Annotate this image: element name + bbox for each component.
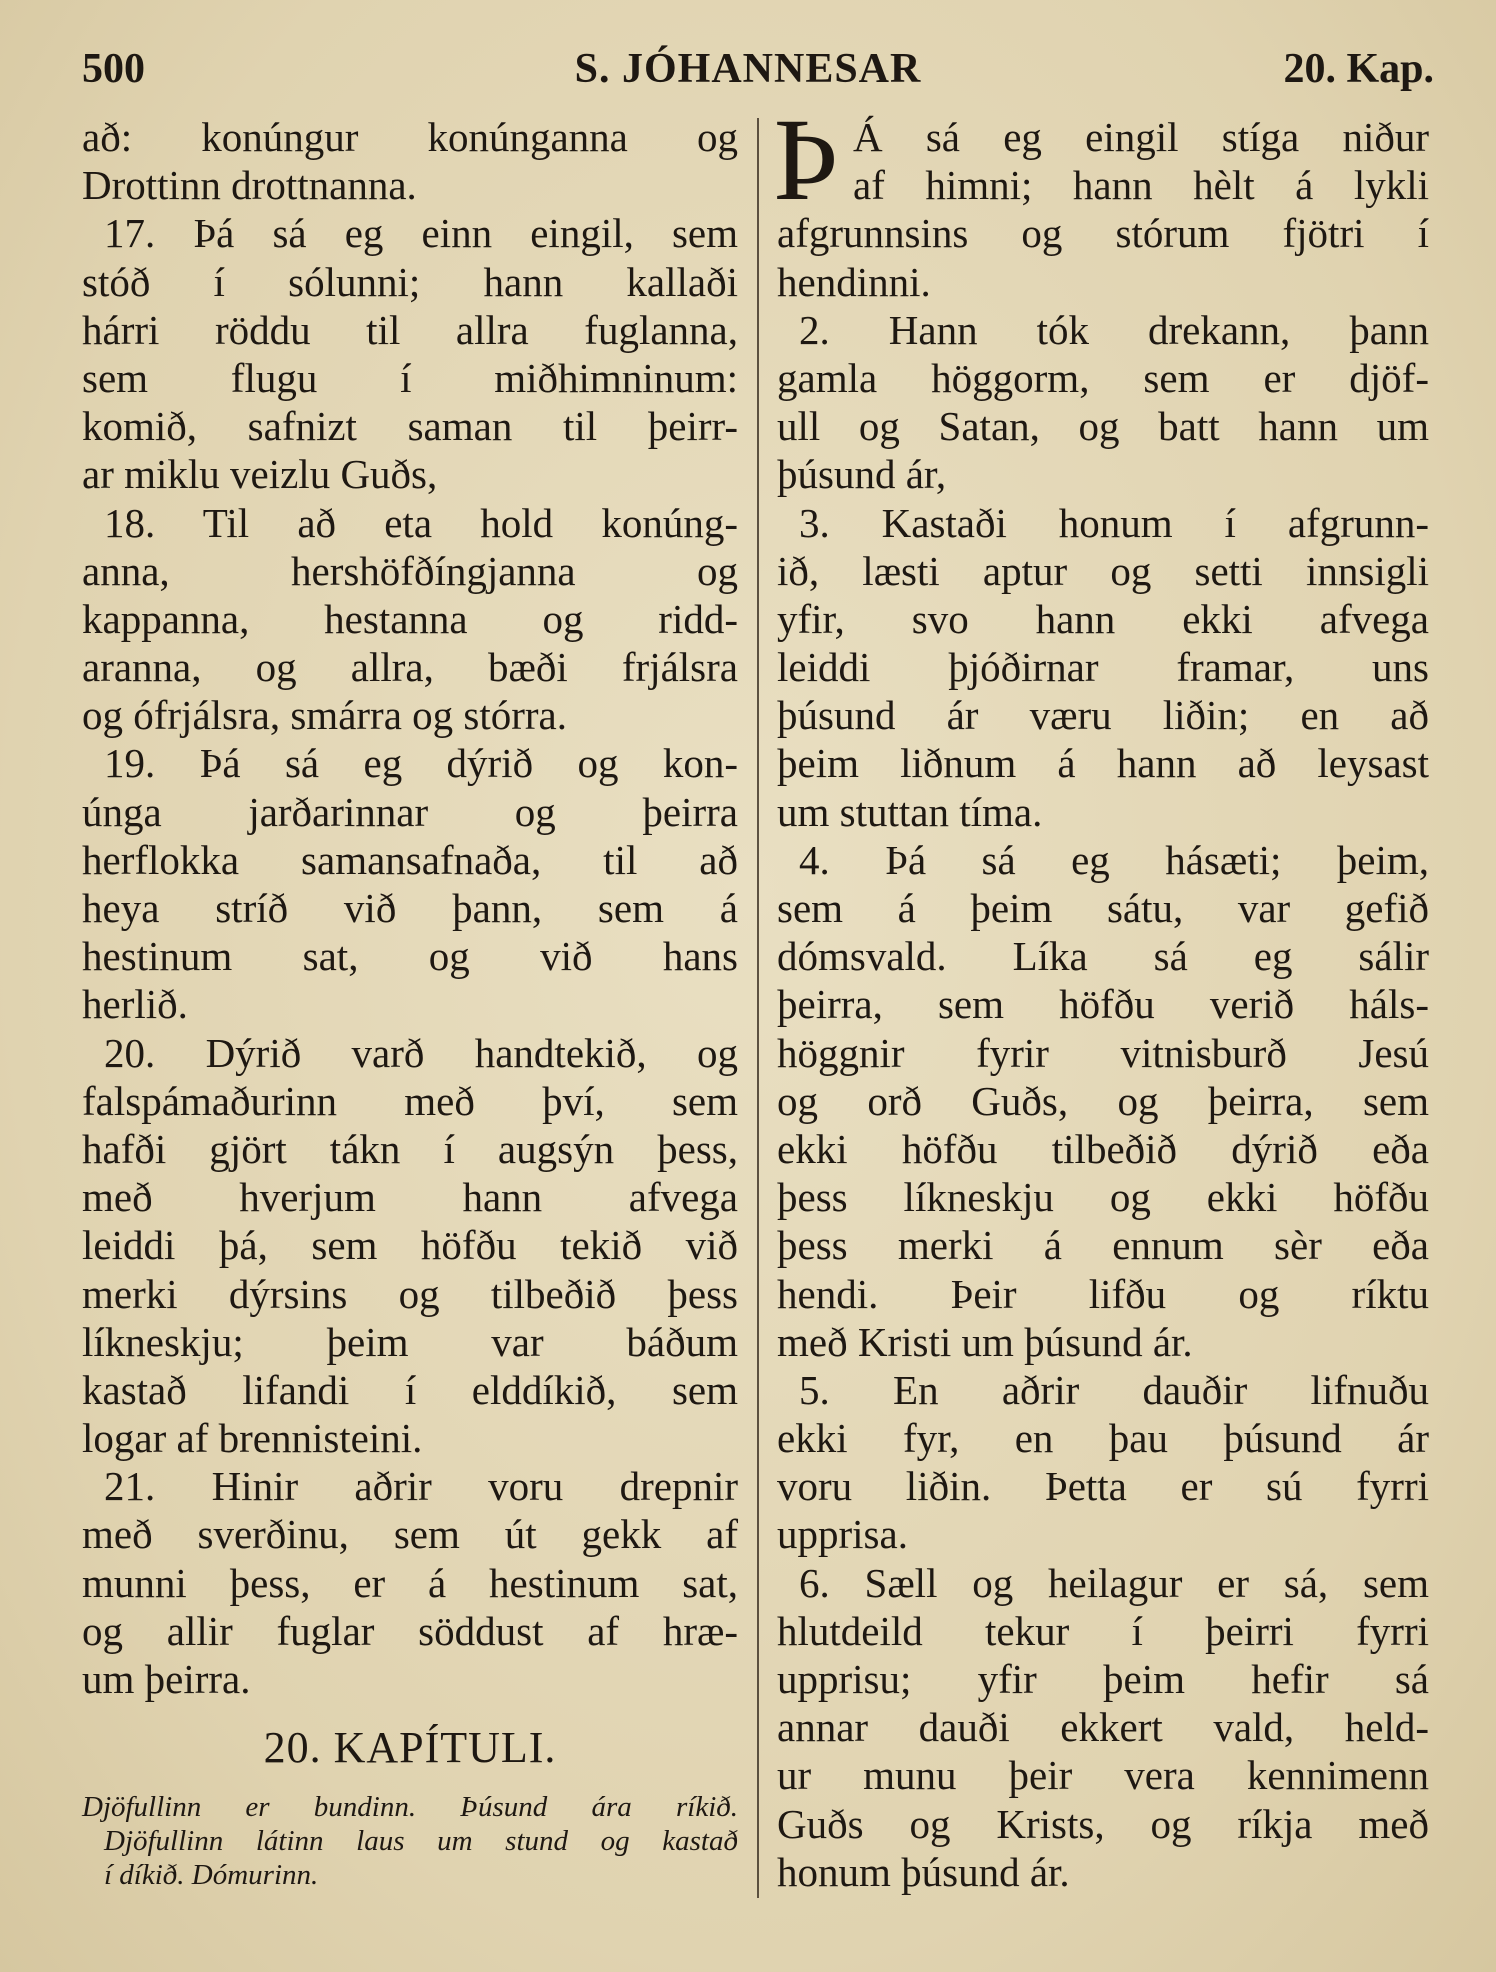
verse-line: þess líkneskju og ekki höfðu — [777, 1174, 1429, 1221]
verse-line: Á sá eg eingil stíga niður — [853, 114, 1429, 160]
verse-line: hendinni. — [777, 258, 931, 305]
chapter-heading: 20. KAPÍTULI. — [263, 1723, 557, 1772]
verse-line: með Kristi um þúsund ár. — [777, 1318, 1193, 1365]
summary-line: Djöfullinn látinn laus um stund og kastað — [104, 1825, 738, 1857]
verse-line: komið, safnizt saman til þeirr- — [82, 403, 738, 450]
summary-line: í díkið. Dómurinn. — [104, 1859, 319, 1891]
verse-line: þúsund ár, — [777, 451, 947, 498]
verse-line: af himni; hann hèlt á lykli — [853, 162, 1429, 209]
verse-line: Guðs og Krists, og ríkja með — [777, 1800, 1429, 1847]
verse-line: þeirra, sem höfðu verið háls- — [777, 981, 1429, 1028]
verse-line: dómsvald. Líka sá eg sálir — [777, 933, 1429, 980]
chapter-reference: 20. Kap. — [1283, 46, 1434, 92]
verse-line: upprisu; yfir þeim hefir sá — [777, 1656, 1429, 1702]
verse-line: herflokka samansafnaða, til að — [82, 836, 738, 883]
verse-line: líkneskju; þeim var báðum — [82, 1318, 738, 1365]
verse-line: afgrunnsins og stórum fjötri í — [777, 210, 1429, 257]
verse-line: leiddi þjóðirnar framar, uns — [777, 644, 1429, 691]
verse-line: að: konúngur konúnganna og — [82, 114, 738, 160]
verse-line: hestinum sat, og við hans — [82, 933, 738, 980]
verse-line: þess merki á ennum sèr eða — [777, 1222, 1429, 1269]
verse-line: falspámaðurinn með því, sem — [82, 1077, 738, 1124]
page-number: 500 — [82, 46, 145, 92]
verse-line: gamla höggorm, sem er djöf- — [777, 354, 1429, 401]
verse-line: honum þúsund ár. — [777, 1848, 1070, 1895]
verse-line: sem flugu í miðhimninum: — [82, 354, 738, 401]
verse-line: voru liðin. Þetta er sú fyrri — [777, 1463, 1429, 1510]
verse-line: 17. Þá sá eg einn eingil, sem — [104, 210, 738, 257]
column-divider — [757, 118, 759, 1898]
verse-line: aranna, og allra, bæði frjálsra — [82, 644, 738, 691]
verse-line: yfir, svo hann ekki afvega — [777, 595, 1429, 642]
verse-line: Drottinn drottnanna. — [82, 162, 417, 209]
verse-line: 6. Sæll og heilagur er sá, sem — [799, 1559, 1429, 1606]
verse-line: höggnir fyrir vitnisburð Jesú — [777, 1029, 1429, 1076]
verse-line: 2. Hann tók drekann, þann — [799, 306, 1429, 353]
verse-line: ekki fyr, en þau þúsund ár — [777, 1415, 1429, 1462]
verse-line: ull og Satan, og batt hann um — [777, 403, 1429, 450]
verse-line: merki dýrsins og tilbeðið þess — [82, 1270, 738, 1317]
verse-line: þúsund ár væru liðin; en að — [777, 692, 1429, 739]
verse-line: ar miklu veizlu Guðs, — [82, 451, 438, 498]
verse-line: og allir fuglar söddust af hræ- — [82, 1607, 738, 1654]
verse-line: ur munu þeir vera kennimenn — [777, 1752, 1429, 1799]
summary-line: Djöfullinn er bundinn. Þúsund ára ríkið. — [82, 1791, 738, 1823]
verse-line: hárri röddu til allra fuglanna, — [82, 306, 738, 353]
verse-line: 5. En aðrir dauðir lifnuðu — [799, 1366, 1429, 1413]
running-title: S. JÓHANNESAR — [574, 46, 922, 92]
verse-line: þeim liðnum á hann að leysast — [777, 740, 1429, 787]
verse-line: leiddi þá, sem höfðu tekið við — [82, 1222, 738, 1269]
verse-line: hlutdeild tekur í þeirri fyrri — [777, 1607, 1429, 1654]
drop-cap: Þ — [773, 94, 839, 225]
verse-line: logar af brennisteini. — [82, 1415, 423, 1462]
verse-line: upprisa. — [777, 1511, 908, 1558]
verse-line: og ófrjálsra, smárra og stórra. — [82, 692, 567, 739]
verse-line: ið, læsti aptur og setti innsigli — [777, 547, 1429, 594]
verse-line: herlið. — [82, 981, 188, 1028]
verse-line: um þeirra. — [82, 1656, 251, 1702]
verse-line: stóð í sólunni; hann kallaði — [82, 258, 738, 305]
verse-line: 18. Til að eta hold konúng- — [104, 499, 738, 546]
verse-line: únga jarðarinnar og þeirra — [82, 788, 738, 835]
verse-line: með hverjum hann afvega — [82, 1174, 738, 1221]
verse-line: 21. Hinir aðrir voru drepnir — [104, 1463, 738, 1510]
verse-line: um stuttan tíma. — [777, 788, 1043, 835]
verse-line: munni þess, er á hestinum sat, — [82, 1559, 738, 1606]
verse-line: heya stríð við þann, sem á — [82, 885, 738, 931]
verse-line: sem á þeim sátu, var gefið — [777, 885, 1429, 931]
verse-line: 20. Dýrið varð handtekið, og — [104, 1029, 738, 1076]
verse-line: með sverðinu, sem út gekk af — [82, 1511, 738, 1558]
verse-line: kappanna, hestanna og ridd- — [82, 595, 738, 642]
verse-line: anna, hershöfðíngjanna og — [82, 547, 738, 594]
verse-line: 4. Þá sá eg hásæti; þeim, — [799, 836, 1429, 883]
verse-line: hafði gjört tákn í augsýn þess, — [82, 1125, 738, 1172]
verse-line: 3. Kastaði honum í afgrunn- — [799, 499, 1429, 546]
right-column — [773, 94, 1429, 1896]
verse-line: hendi. Þeir lifðu og ríktu — [777, 1270, 1429, 1317]
verse-line: og orð Guðs, og þeirra, sem — [777, 1077, 1429, 1124]
verse-line: annar dauði ekkert vald, held- — [777, 1704, 1429, 1751]
left-column — [82, 113, 738, 1703]
verse-line: ekki höfðu tilbeðið dýrið eða — [777, 1125, 1429, 1172]
chapter-summary — [82, 1790, 738, 1892]
verse-line: kastað lifandi í elddíkið, sem — [82, 1366, 738, 1413]
verse-line: 19. Þá sá eg dýrið og kon- — [104, 740, 738, 787]
